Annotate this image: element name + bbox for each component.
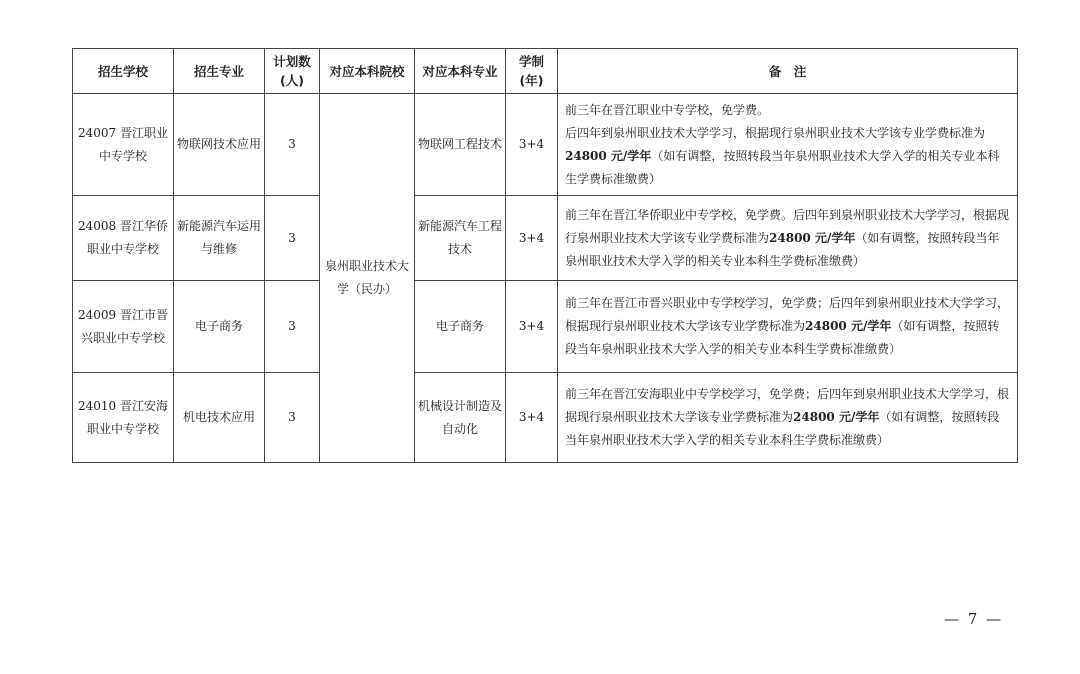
- cell-system: 3+4: [506, 196, 558, 281]
- table-row: [73, 281, 1018, 373]
- header-plan-line1: 计划数: [273, 54, 311, 69]
- header-plan-line2: (人): [280, 73, 304, 88]
- cell-major: 物联网技术应用: [174, 94, 265, 196]
- cell-plan: 3: [265, 373, 320, 463]
- header-system: [506, 49, 558, 94]
- remark-text: （如有调整，按照转段当年泉州职业技术大学入学的相关专业本科生学费标准缴费）: [565, 410, 1000, 447]
- table-row: [73, 94, 1018, 196]
- cell-target-major: 机械设计制造及自动化: [415, 373, 506, 463]
- cell-system: 3+4: [506, 281, 558, 373]
- cell-remark: [558, 196, 1018, 281]
- cell-major: 电子商务: [174, 281, 265, 373]
- cell-major: 新能源汽车运用与维修: [174, 196, 265, 281]
- table-row: [73, 196, 1018, 281]
- cell-target-major: 电子商务: [415, 281, 506, 373]
- remark-text: 前三年在晋江职业中专学校，免学费。: [565, 102, 770, 117]
- cell-school: 24007 晋江职业中专学校: [73, 94, 174, 196]
- cell-plan: 3: [265, 196, 320, 281]
- cell-target-major: 新能源汽车工程技术: [415, 196, 506, 281]
- remark-text: （如有调整，按照转段当年泉州职业技术大学入学的相关专业本科生学费标准缴费）: [565, 148, 1000, 186]
- enrollment-table: [72, 48, 1018, 463]
- fee-text: 24800 元/学年: [793, 410, 880, 424]
- remark-text: 前三年在晋江安海职业中专学校学习，免学费；后四年到泉州职业技术大学学习，根据现行泉州职业技术大学该专业学费标准为: [565, 387, 1010, 424]
- cell-target-major: 物联网工程技术: [415, 94, 506, 196]
- header-target-major: 对应本科专业: [415, 49, 506, 94]
- fee-text: 24800 元/学年: [805, 319, 892, 333]
- cell-remark: [558, 94, 1018, 196]
- cell-major: 机电技术应用: [174, 373, 265, 463]
- cell-remark: [558, 373, 1018, 463]
- cell-school: 24008 晋江华侨职业中专学校: [73, 196, 174, 281]
- remark-text: 后四年到泉州职业技术大学学习，根据现行泉州职业技术大学该专业学费标准为: [565, 125, 986, 140]
- header-system-line1: 学制: [518, 54, 544, 69]
- header-school: 招生学校: [73, 49, 174, 94]
- cell-target-school: 泉州职业技术大学（民办）: [320, 94, 415, 463]
- cell-system: 3+4: [506, 373, 558, 463]
- header-major: 招生专业: [174, 49, 265, 94]
- table-row: [73, 373, 1018, 463]
- header-plan: [265, 49, 320, 94]
- cell-school: 24010 晋江安海职业中专学校: [73, 373, 174, 463]
- remark-text: （如有调整，按照转段当年泉州职业技术大学入学的相关专业本科生学费标准缴费）: [565, 230, 1000, 268]
- cell-remark: [558, 281, 1018, 373]
- cell-system: 3+4: [506, 94, 558, 196]
- header-row: [73, 49, 1018, 94]
- cell-school: 24009 晋江市晋兴职业中专学校: [73, 281, 174, 373]
- page-number: — 7 —: [944, 610, 1004, 628]
- header-system-line2: (年): [519, 73, 544, 88]
- header-remark: 备 注: [558, 49, 1018, 94]
- cell-plan: 3: [265, 94, 320, 196]
- remark-text: 前三年在晋江华侨职业中专学校，免学费。后四年到泉州职业技术大学学习，根据现行泉州职业技术大学该专业学费标准为: [565, 207, 1010, 245]
- remark-text: （如有调整，按照转段当年泉州职业技术大学入学的相关专业本科生学费标准缴费）: [565, 319, 1000, 356]
- fee-text: 24800 元/学年: [769, 230, 856, 245]
- remark-text: 前三年在晋江市晋兴职业中专学校学习，免学费；后四年到泉州职业技术大学学习，根据现行泉州职业技术大学该专业学费标准为: [565, 296, 1010, 333]
- header-target-school: 对应本科院校: [320, 49, 415, 94]
- fee-text: 24800 元/学年: [565, 148, 652, 163]
- cell-plan: 3: [265, 281, 320, 373]
